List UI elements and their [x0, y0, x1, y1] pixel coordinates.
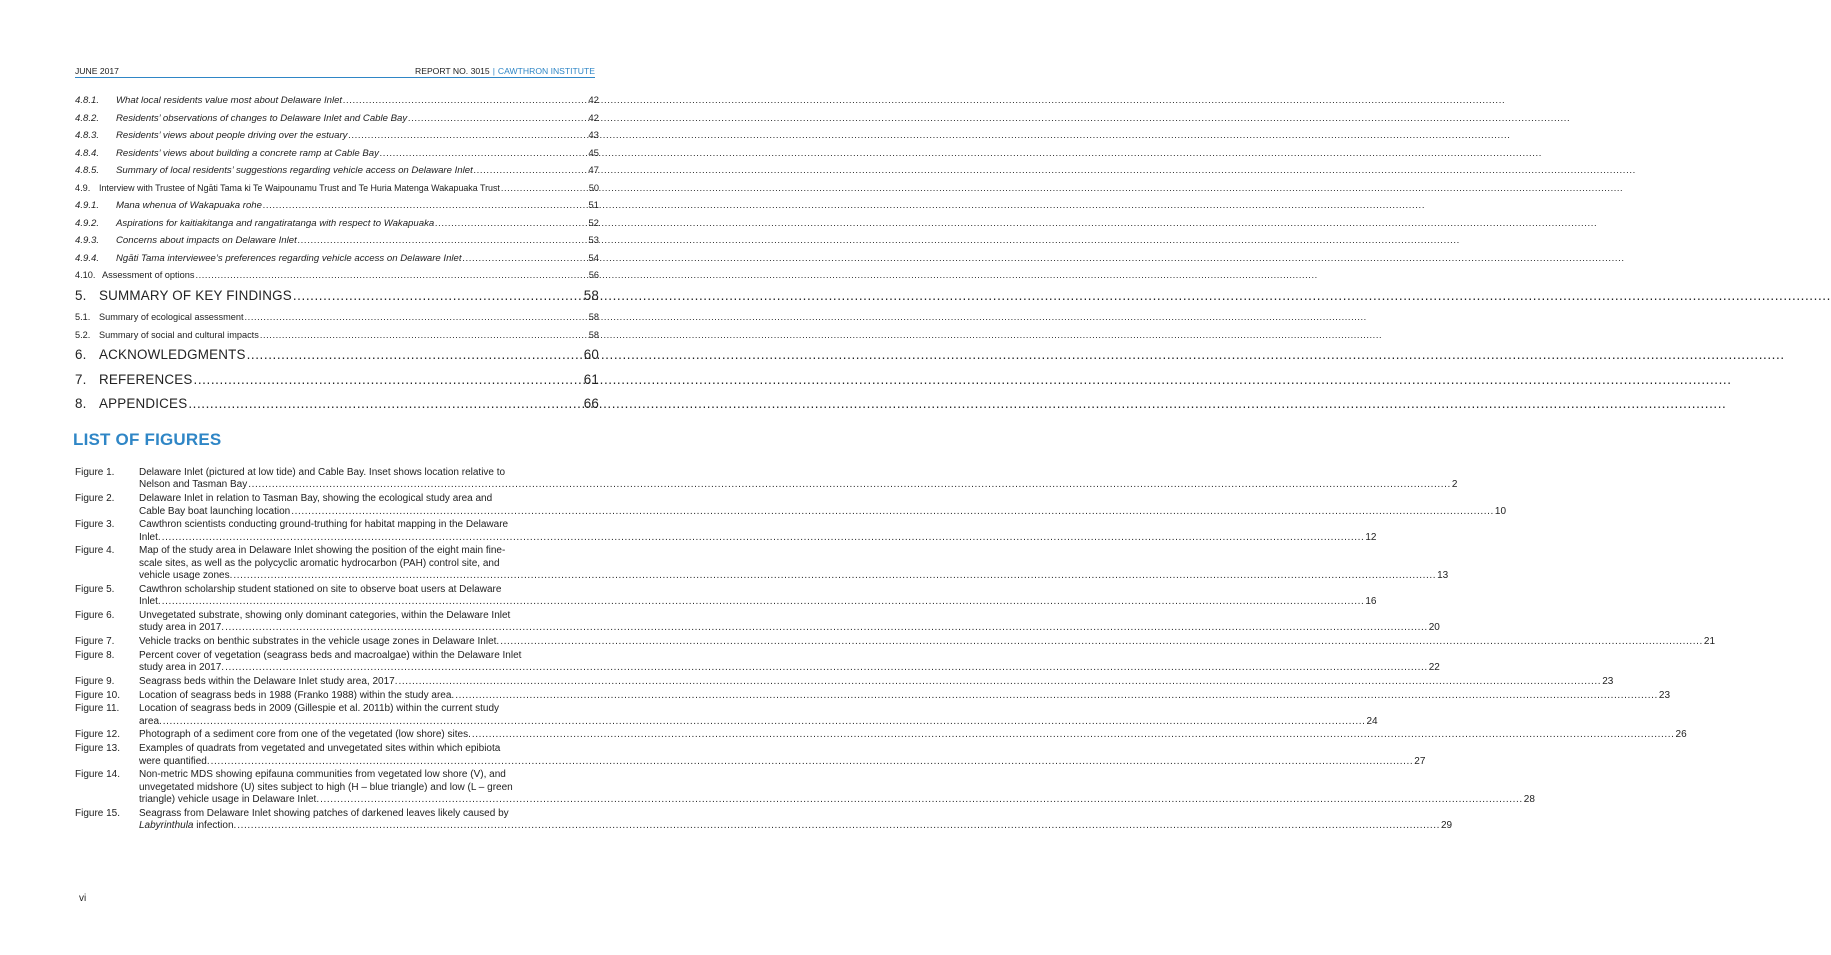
figure-label: Figure 12.: [75, 729, 121, 741]
toc-entry-title: What local residents value most about Delaware Inlet: [116, 95, 343, 106]
figure-caption-line: Cawthron scientists conducting ground-truthing for habitat mapping in the Delaware: [139, 519, 509, 531]
toc-entry-title: REFERENCES: [99, 371, 193, 387]
toc-entry-page: 58: [588, 312, 599, 322]
figure-entry[interactable]: [75, 689, 1671, 702]
header-report-number: REPORT NO. 3015: [415, 66, 490, 76]
toc-leader-dots: [348, 130, 587, 141]
figure-label: Figure 2.: [75, 493, 115, 505]
figure-entry-page: 13: [1437, 570, 1449, 582]
toc-entry-title: Ngāti Tama interviewee’s preferences regarding vehicle access on Delaware Inlet: [116, 252, 462, 264]
figure-caption-line: Unvegetated substrate, showing only dominant categories, within the Delaware Inlet: [139, 609, 511, 621]
figure-entry-page: 28: [1523, 794, 1535, 806]
toc-entry[interactable]: [75, 95, 599, 113]
figure-entry-page: 20: [1428, 622, 1440, 634]
toc-entry-page: 53: [588, 235, 599, 246]
figure-label: Figure 5.: [75, 583, 115, 595]
toc-entry-page: 52: [588, 217, 599, 229]
toc-entry-page: 60: [583, 347, 599, 362]
figure-caption: [139, 690, 1670, 702]
figure-entry-page: 10: [1494, 505, 1507, 517]
figure-leader-dots: [162, 596, 1365, 608]
figure-leader-dots: [455, 690, 1658, 702]
toc-entry[interactable]: [75, 235, 599, 253]
toc-entry-page: 61: [583, 371, 599, 387]
list-of-figures: [75, 467, 1716, 834]
figure-caption: [139, 729, 1687, 741]
figure-caption-last: vehicle usage zones.: [139, 570, 233, 582]
figure-label: Figure 15.: [75, 807, 121, 819]
toc-leader-dots: [293, 288, 583, 303]
toc-entry[interactable]: [75, 165, 599, 183]
figure-entry[interactable]: [75, 675, 1614, 688]
figure-caption: [139, 769, 1535, 806]
figure-entry-page: 21: [1703, 636, 1716, 648]
toc-entry-title: Residents’ views about people driving over the estuary: [116, 130, 348, 141]
toc-entry-number: 4.9.2.: [75, 217, 100, 229]
list-of-figures-heading: LIST OF FIGURES: [73, 430, 222, 449]
figure-leader-dots: [211, 756, 1414, 768]
table-of-contents: [75, 95, 599, 421]
toc-entry-page: 50: [588, 182, 599, 193]
toc-leader-dots: [435, 218, 587, 229]
toc-leader-dots: [260, 330, 588, 340]
figure-label: Figure 10.: [75, 689, 121, 701]
figure-entry-page: 24: [1366, 715, 1378, 727]
figure-caption-last: Location of seagrass beds in 1988 (Franko 1988) within the study area.: [139, 689, 455, 701]
toc-entry-page: 42: [588, 112, 599, 124]
figure-leader-dots: [233, 570, 1436, 582]
figure-entry[interactable]: [75, 583, 1377, 609]
figure-caption-last: Cable Bay boat launching location: [139, 505, 291, 517]
toc-entry[interactable]: [75, 312, 599, 330]
figure-caption: [139, 545, 1448, 582]
toc-entry-number: 8.: [75, 396, 87, 411]
figure-label: Figure 4.: [75, 545, 115, 557]
figure-label: Figure 14.: [75, 769, 121, 781]
toc-entry-number: 4.9.4.: [75, 252, 100, 264]
toc-entry-title: Residents’ views about building a concrete ramp at Cable Bay: [116, 147, 379, 159]
toc-entry-title: Concerns about impacts on Delaware Inlet: [116, 235, 297, 246]
figure-caption: [139, 467, 1457, 492]
figure-leader-dots: [291, 506, 1494, 518]
figure-caption-last: area.: [139, 715, 162, 727]
figure-caption: [139, 519, 1377, 544]
toc-entry-title: Summary of local residents’ suggestions regarding vehicle access on Delaware Inlet: [116, 165, 473, 176]
figure-caption-line: Examples of quadrats from vegetated and unvegetated sites within which epibiota: [139, 743, 501, 755]
toc-entry-page: 45: [588, 147, 599, 159]
toc-leader-dots: [195, 270, 587, 280]
toc-leader-dots: [245, 312, 588, 322]
toc-entry-title: APPENDICES: [99, 396, 188, 411]
toc-leader-dots: [188, 396, 582, 411]
toc-entry-title: Interview with Trustee of Ngāti Tama ki Te Waipounamu Trust and Te Huria Matenga Wakapuaka Trust: [99, 182, 500, 193]
toc-entry[interactable]: [75, 330, 599, 348]
toc-entry-number: 4.8.1.: [75, 95, 100, 106]
figure-caption-line: Seagrass from Delaware Inlet showing patches of darkened leaves likely caused by: [139, 807, 509, 819]
header-separator: |: [492, 66, 495, 76]
figure-entry-page: 2: [1451, 479, 1458, 491]
figure-leader-dots: [237, 820, 1440, 832]
figure-entry[interactable]: [75, 609, 1440, 635]
figure-caption: [139, 610, 1440, 635]
figure-label: Figure 6.: [75, 609, 115, 621]
toc-entry[interactable]: [75, 183, 599, 201]
toc-entry[interactable]: [75, 130, 599, 148]
toc-entry-page: 43: [588, 130, 599, 141]
figure-caption-last: infection.: [193, 820, 237, 832]
figure-caption: [139, 808, 1452, 833]
toc-entry[interactable]: [75, 200, 599, 218]
figure-label: Figure 1.: [75, 467, 115, 478]
figure-caption-last: study area in 2017.: [139, 622, 225, 634]
toc-leader-dots: [463, 253, 588, 264]
figure-caption-line: scale sites, as well as the polycyclic aromatic hydrocarbon (PAH) control site, and: [139, 557, 500, 569]
figure-entry[interactable]: [75, 703, 1378, 728]
toc-entry[interactable]: [75, 270, 599, 288]
figure-caption-italic: Labyrinthula: [139, 820, 194, 832]
figure-caption-last: Inlet.: [139, 531, 161, 543]
toc-entry-title: Aspirations for kaitiakitanga and rangatiratanga with respect to Wakapuaka: [116, 217, 435, 229]
toc-entry-page: 47: [588, 165, 599, 176]
toc-entry[interactable]: [75, 372, 599, 397]
figure-caption-last: triangle) vehicle usage in Delaware Inlet.: [139, 794, 320, 806]
toc-entry[interactable]: [75, 396, 599, 421]
figure-label: Figure 9.: [75, 675, 115, 687]
toc-entry[interactable]: [75, 113, 599, 131]
figure-label: Figure 3.: [75, 519, 115, 531]
figure-entry[interactable]: [75, 649, 1440, 675]
toc-entry-title: Summary of ecological assessment: [99, 312, 244, 322]
toc-leader-dots: [474, 165, 588, 176]
figure-caption-last: Nelson and Tasman Bay: [139, 479, 248, 491]
toc-entry-title: Summary of social and cultural impacts: [99, 329, 259, 340]
toc-entry-page: 42: [588, 95, 599, 106]
toc-entry[interactable]: [75, 218, 599, 236]
toc-entry-title: Assessment of options: [102, 270, 195, 280]
toc-entry-number: 7.: [75, 371, 87, 387]
toc-entry-title: Residents’ observations of changes to Delaware Inlet and Cable Bay: [116, 112, 408, 124]
figure-caption: [139, 743, 1425, 768]
toc-entry-title: Mana whenua of Wakapuaka rohe: [116, 200, 262, 211]
toc-leader-dots: [408, 113, 587, 124]
figure-label: Figure 8.: [75, 649, 115, 661]
figure-caption-line: Delaware Inlet in relation to Tasman Bay, showing the ecological study area and: [139, 493, 493, 505]
toc-entry-number: 5.1.: [75, 312, 91, 322]
figure-label: Figure 7.: [75, 636, 115, 648]
toc-entry-title: SUMMARY OF KEY FINDINGS: [99, 287, 292, 303]
toc-leader-dots: [343, 95, 587, 106]
figure-entry-page: 22: [1428, 662, 1440, 674]
figure-entry[interactable]: [75, 743, 1426, 768]
figure-caption: [139, 636, 1715, 648]
figure-leader-dots: [399, 676, 1602, 688]
figure-caption-line: Non-metric MDS showing epifauna communities from vegetated low shore (V), and: [139, 769, 506, 781]
toc-leader-dots: [263, 200, 587, 211]
figure-caption-line: Percent cover of vegetation (seagrass beds and macroalgae) within the Delaware Inlet: [139, 649, 522, 661]
toc-entry-page: 54: [588, 252, 599, 264]
figure-caption-line: Location of seagrass beds in 2009 (Gillespie et al. 2011b) within the current study: [139, 703, 500, 715]
figure-entry[interactable]: [75, 545, 1449, 582]
figure-caption-line: Delaware Inlet (pictured at low tide) and Cable Bay. Inset shows location relative to: [139, 467, 506, 478]
figure-entry-page: 23: [1658, 689, 1671, 701]
figure-leader-dots: [320, 794, 1523, 806]
toc-entry-number: 4.9.3.: [75, 235, 100, 246]
figure-entry[interactable]: [75, 807, 1453, 833]
figure-entry-page: 12: [1365, 531, 1377, 543]
toc-entry-page: 66: [583, 396, 599, 411]
header-report-info: [415, 66, 595, 76]
figure-leader-dots: [225, 622, 1428, 634]
toc-entry-number: 5.: [75, 287, 87, 303]
figure-entry-page: 27: [1414, 755, 1426, 767]
toc-entry-page: 58: [583, 287, 599, 303]
figure-caption-last: Vehicle tracks on benthic substrates in the vehicle usage zones in Delaware Inlet.: [139, 636, 500, 648]
figure-entry[interactable]: [75, 519, 1377, 544]
toc-entry-page: 56: [588, 270, 599, 280]
toc-leader-dots: [194, 372, 583, 387]
figure-caption: [139, 493, 1506, 518]
figure-caption: [139, 650, 1440, 675]
figure-leader-dots: [248, 479, 1451, 491]
figure-entry[interactable]: [75, 729, 1687, 741]
toc-entry[interactable]: [75, 347, 599, 372]
figure-leader-dots: [472, 729, 1675, 741]
toc-leader-dots: [380, 148, 587, 159]
figure-caption: [139, 676, 1613, 688]
toc-entry[interactable]: [75, 253, 599, 271]
toc-entry-number: 4.8.3.: [75, 130, 100, 141]
figure-entry-page: 16: [1365, 596, 1377, 608]
figure-entry[interactable]: [75, 467, 1458, 492]
figure-entry-page: 26: [1675, 729, 1687, 741]
figure-caption-line: Cawthron scholarship student stationed on site to observe boat users at Delaware: [139, 583, 502, 595]
figure-caption: [139, 703, 1378, 728]
toc-entry-number: 4.8.5.: [75, 165, 100, 176]
header-organization: CAWTHRON INSTITUTE: [497, 66, 595, 76]
toc-leader-dots: [298, 235, 588, 246]
toc-leader-dots: [501, 183, 588, 193]
toc-entry-number: 5.2.: [75, 329, 91, 340]
figure-caption: [139, 584, 1377, 609]
toc-entry[interactable]: [75, 148, 599, 166]
figure-label: Figure 11.: [75, 703, 120, 715]
toc-entry-number: 4.9.: [75, 182, 91, 193]
figure-caption-line: unvegetated midshore (U) sites subject to high (H – blue triangle) and low (L – green: [139, 781, 513, 793]
toc-entry-number: 6.: [75, 347, 87, 362]
page-header: [75, 62, 595, 78]
figure-caption-last: Seagrass beds within the Delaware Inlet study area, 2017.: [139, 675, 398, 687]
figure-entry-page: 23: [1602, 675, 1614, 687]
figure-entry[interactable]: [75, 493, 1507, 518]
figure-caption-last: were quantified.: [139, 755, 210, 767]
toc-leader-dots: [247, 347, 583, 362]
figure-caption-last: Photograph of a sediment core from one of the vegetated (low shore) sites.: [139, 729, 471, 741]
toc-entry-page: 58: [588, 329, 599, 340]
figure-label: Figure 13.: [75, 743, 121, 755]
toc-entry-number: 4.9.1.: [75, 200, 100, 211]
toc-entry-number: 4.8.4.: [75, 147, 100, 159]
page-number: vi: [79, 893, 87, 904]
figure-entry[interactable]: [75, 636, 1716, 648]
figure-leader-dots: [225, 662, 1428, 674]
toc-entry-number: 4.8.2.: [75, 112, 100, 124]
figure-caption-last: study area in 2017.: [139, 662, 225, 674]
figure-leader-dots: [500, 636, 1703, 648]
figure-leader-dots: [163, 716, 1366, 728]
figure-entry[interactable]: [75, 769, 1535, 806]
toc-entry-number: 4.10.: [75, 270, 96, 280]
toc-entry[interactable]: [75, 288, 599, 313]
figure-entry-page: 29: [1440, 820, 1453, 832]
figure-caption-line: Map of the study area in Delaware Inlet showing the position of the eight main fine-: [139, 545, 506, 557]
figure-caption-last: Inlet.: [139, 596, 161, 608]
toc-entry-page: 51: [588, 200, 599, 211]
toc-entry-title: ACKNOWLEDGMENTS: [99, 347, 246, 362]
header-date: JUNE 2017: [75, 66, 119, 76]
figure-leader-dots: [162, 532, 1365, 544]
